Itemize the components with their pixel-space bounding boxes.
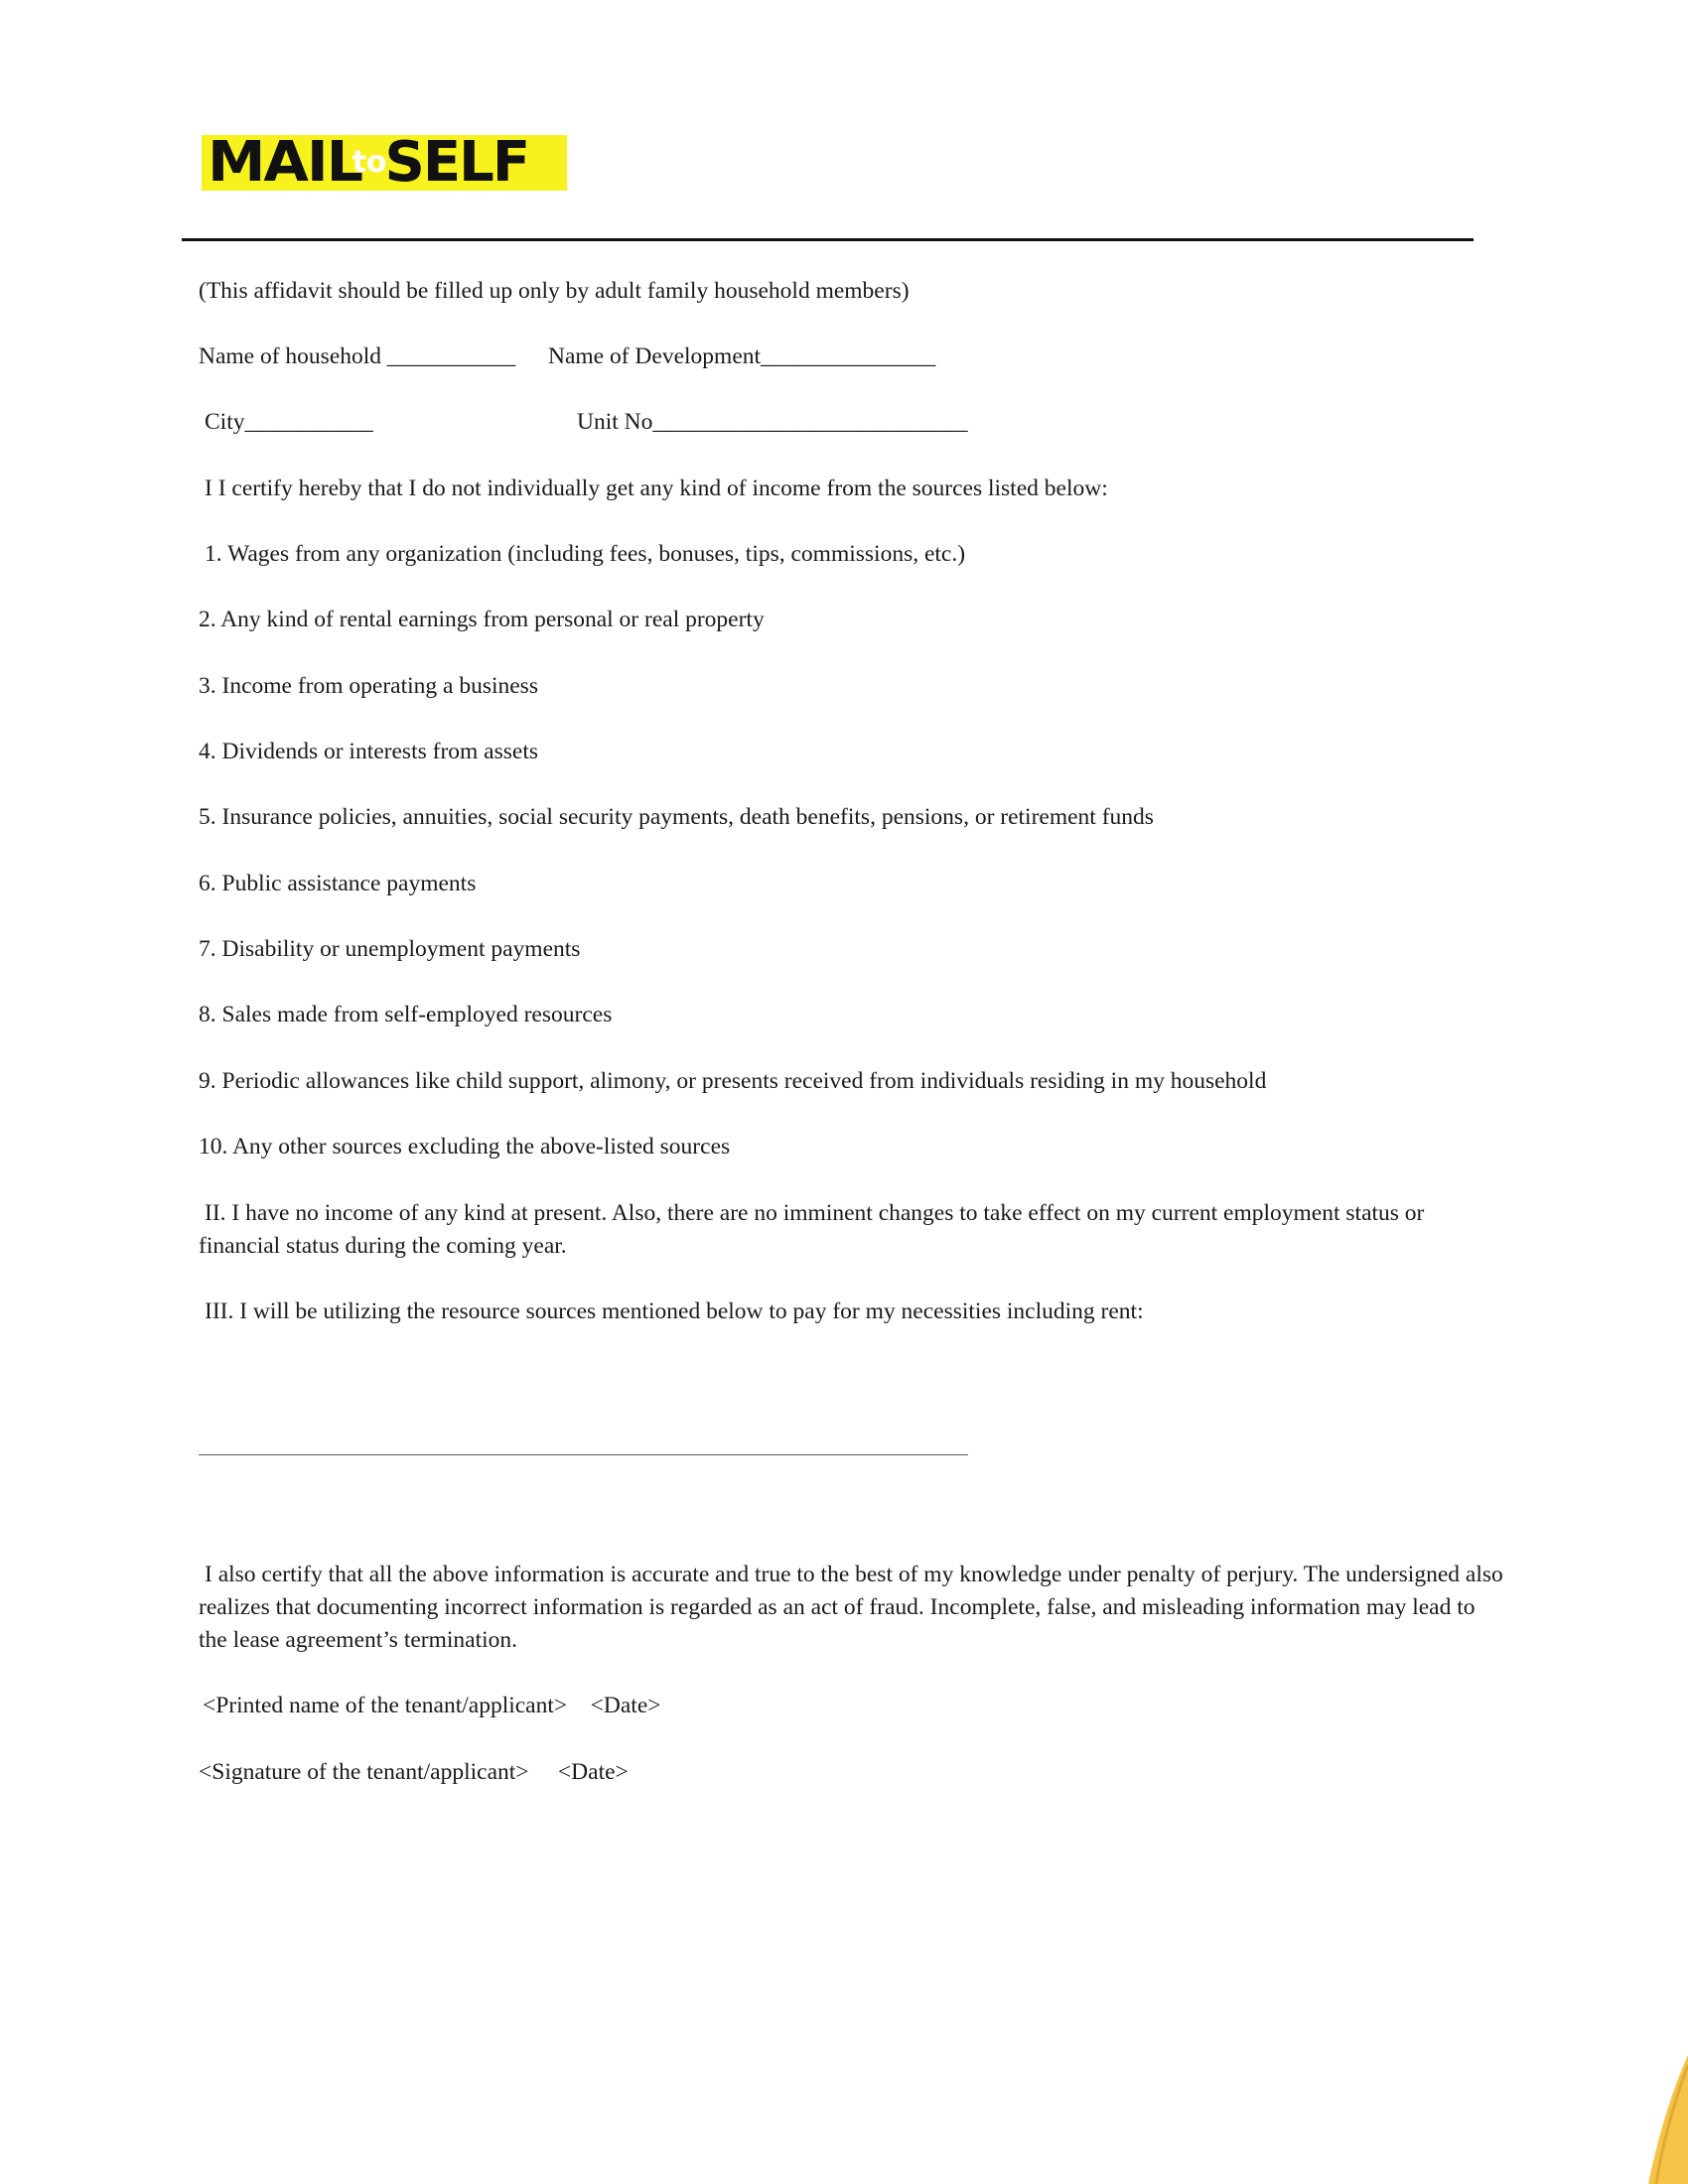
list-item: 4. Dividends or interests from assets <box>199 739 539 764</box>
corner-swoosh-shape <box>1648 2055 1688 2184</box>
development-name-field: Name of Development_______________ <box>548 343 936 369</box>
list-item: 8. Sales made from self-employed resources <box>199 1002 613 1027</box>
list-item: 9. Periodic allowances like child support, alimony, or presents received from individuals residing in my household <box>199 1068 1267 1094</box>
logo-text-to: to <box>352 145 387 180</box>
household-name-field: Name of household ___________ <box>199 343 516 369</box>
resources-blank-line <box>199 1454 968 1455</box>
header-divider <box>182 238 1474 241</box>
list-item: 5. Insurance policies, annuities, social security payments, death benefits, pensions, or retirement funds <box>199 804 1154 830</box>
list-item: 7. Disability or unemployment payments <box>199 936 581 962</box>
intro-note: (This affidavit should be filled up only by adult family household members) <box>199 278 910 304</box>
certify-heading: I I certify hereby that I do not individually get any kind of income from the sources listed below: <box>205 476 1108 501</box>
logo-text-mail: MAIL <box>208 135 361 191</box>
city-field: City___________ <box>205 409 373 435</box>
unit-number-field: Unit No___________________________ <box>577 409 968 435</box>
signature-date-line: <Signature of the tenant/applicant> <Date> <box>199 1759 629 1785</box>
declaration-paragraph: I also certify that all the above information is accurate and true to the best of my knowledge under penalty of perjury. The undersigned also realizes that documenting incorrect information is regarded as an act of fraud. Incomplete, false, and misleading information may lead to the lease agreement’s termination. <box>199 1562 1503 1653</box>
mailtoself-logo <box>202 135 567 191</box>
section-ii-statement: II. I have no income of any kind at present. Also, there are no imminent changes to take effect on my current employment status or financial status during the coming year. <box>199 1200 1425 1259</box>
list-item: 3. Income from operating a business <box>199 673 538 699</box>
list-item: 2. Any kind of rental earnings from personal or real property <box>199 607 765 632</box>
list-item: 1. Wages from any organization (including fees, bonuses, tips, commissions, etc.) <box>205 541 966 567</box>
list-item: 6. Public assistance payments <box>199 871 477 896</box>
corner-decoration <box>1648 2055 1688 2184</box>
printed-name-date-line: <Printed name of the tenant/applicant> <Date> <box>203 1693 661 1718</box>
logo-text-self: SELF <box>384 135 529 191</box>
section-iii-statement: III. I will be utilizing the resource sources mentioned below to pay for my necessities including rent: <box>205 1298 1144 1324</box>
list-item: 10. Any other sources excluding the above-listed sources <box>199 1134 731 1160</box>
